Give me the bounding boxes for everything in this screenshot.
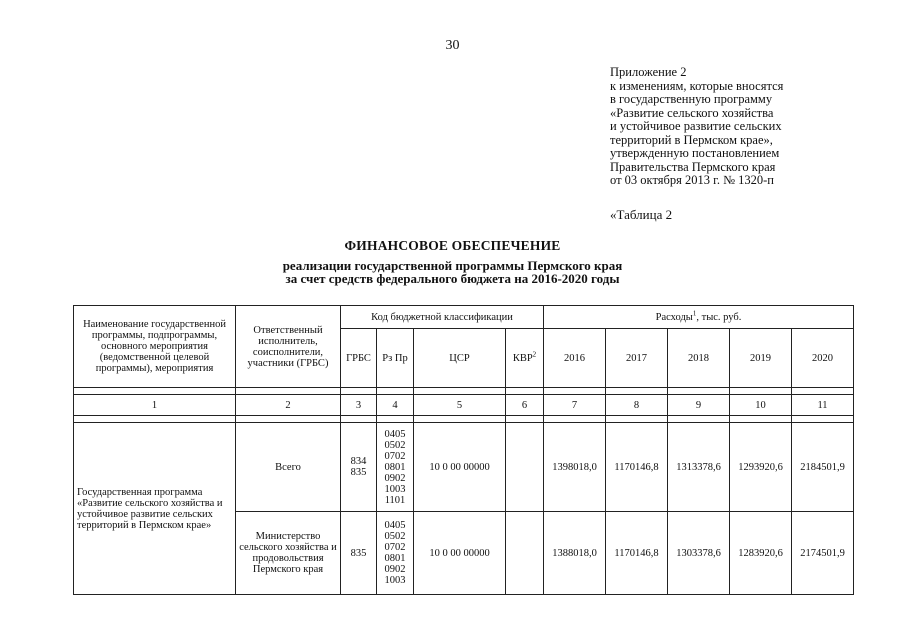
grbs-cell: 834 835	[341, 423, 377, 512]
appendix-line: территорий в Пермском крае»,	[610, 132, 773, 147]
appendix-note	[610, 66, 900, 188]
grbs-cell: 835	[341, 512, 377, 595]
column-number: 5	[414, 395, 506, 416]
rzpr-cell: 0405 0502 0702 0801 0902 1003	[377, 512, 414, 595]
kvr-footnote: 2	[532, 350, 537, 358]
header-executor: Ответственный исполнитель, соисполнители, участники (ГРБС)	[236, 306, 341, 388]
column-number: 11	[792, 395, 854, 416]
column-number: 3	[341, 395, 377, 416]
header-csr: ЦСР	[414, 329, 506, 388]
header-row-top	[74, 306, 854, 329]
csr-cell: 10 0 00 00000	[414, 423, 506, 512]
executor-cell: Министерство сельского хозяйства и продовольствия Пермского края	[236, 512, 341, 595]
column-number: 4	[377, 395, 414, 416]
document-subtitle	[0, 259, 905, 285]
value-cell: 1303378,6	[668, 512, 730, 595]
column-number: 10	[730, 395, 792, 416]
value-cell: 1283920,6	[730, 512, 792, 595]
kvr-cell	[506, 423, 544, 512]
kvr-cell	[506, 512, 544, 595]
header-year: 2016	[544, 329, 606, 388]
appendix-line: и устойчивое развитие сельских	[610, 119, 782, 133]
rzpr-cell: 0405 0502 0702 0801 0902 1003 1101	[377, 423, 414, 512]
page-number: 30	[445, 38, 460, 53]
table-row	[74, 423, 854, 512]
column-number: 9	[668, 395, 730, 416]
subtitle-line-2: за счет средств федерального бюджета на 2016-2020 годы	[285, 271, 620, 286]
subtitle-line-1: реализации государственной программы Пермского края	[282, 258, 623, 273]
table-reference: «Таблица 2	[610, 207, 673, 222]
header-grbs: ГРБС	[341, 329, 377, 388]
document-title: ФИНАНСОВОЕ ОБЕСПЕЧЕНИЕ	[344, 238, 561, 253]
expenses-unit: , тыс. руб.	[696, 311, 742, 323]
header-year: 2017	[606, 329, 668, 388]
expenses-footnote: 1	[692, 309, 697, 317]
appendix-line: Приложение 2	[610, 65, 687, 79]
column-number: 7	[544, 395, 606, 416]
header-name: Наименование государственной программы, подпрограммы, основного мероприятия (ведомственной целевой программы), мероприятия	[74, 306, 236, 388]
value-cell: 1388018,0	[544, 512, 606, 595]
program-name-cell: Государственная программа «Развитие сельского хозяйства и устойчивое развитие сельских территорий в Пермском крае»	[74, 423, 236, 595]
kvr-label: КВР	[512, 352, 533, 364]
value-cell: 1170146,8	[606, 512, 668, 595]
appendix-line: к изменениям, которые вносятся	[610, 78, 784, 93]
header-budget-code: Код бюджетной классификации	[341, 306, 544, 329]
value-cell: 1170146,8	[606, 423, 668, 512]
appendix-line: Правительства Пермского края	[610, 159, 776, 174]
appendix-line: от 03 октября 2013 г. № 1320-п	[610, 173, 774, 187]
appendix-line: «Развитие сельского хозяйства	[610, 105, 774, 120]
header-expenses	[544, 306, 854, 329]
header-kvr	[506, 329, 544, 388]
appendix-line: утвержденную постановлением	[610, 146, 780, 160]
column-number: 8	[606, 395, 668, 416]
number-gap	[74, 416, 854, 423]
header-rzpr: Рз Пр	[377, 329, 414, 388]
executor-cell: Всего	[236, 423, 341, 512]
header-year: 2018	[668, 329, 730, 388]
financing-table	[73, 305, 854, 595]
value-cell: 2174501,9	[792, 512, 854, 595]
value-cell: 2184501,9	[792, 423, 854, 512]
column-number: 2	[236, 395, 341, 416]
csr-cell: 10 0 00 00000	[414, 512, 506, 595]
column-number: 1	[74, 395, 236, 416]
column-number: 6	[506, 395, 544, 416]
value-cell: 1313378,6	[668, 423, 730, 512]
header-year: 2019	[730, 329, 792, 388]
expenses-label: Расходы	[655, 311, 693, 323]
value-cell: 1293920,6	[730, 423, 792, 512]
value-cell: 1398018,0	[544, 423, 606, 512]
column-number-row	[74, 395, 854, 416]
header-year: 2020	[792, 329, 854, 388]
appendix-line: в государственную программу	[610, 92, 773, 106]
header-gap	[74, 388, 854, 395]
